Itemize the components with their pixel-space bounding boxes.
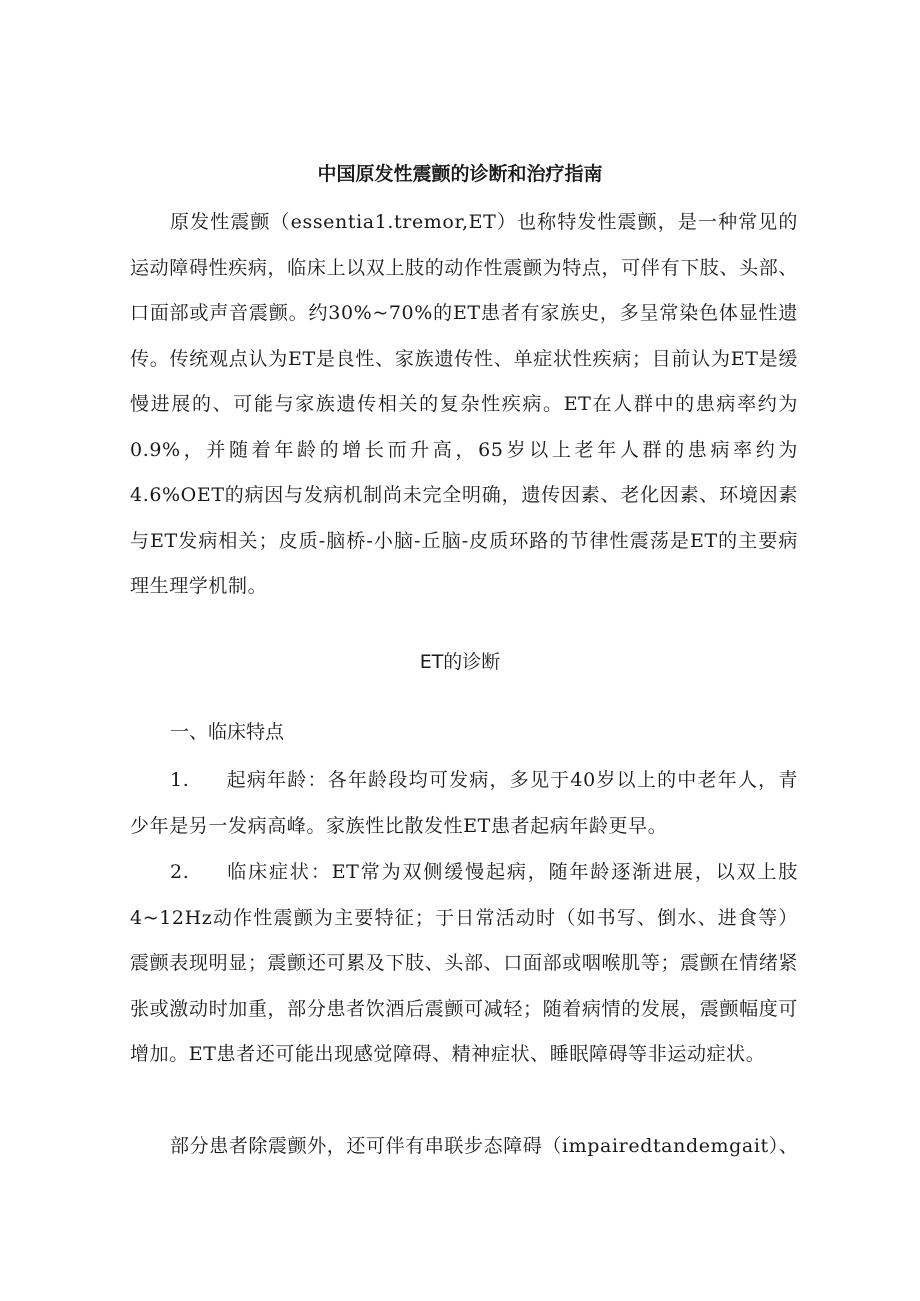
list-item-number: 2. [170, 861, 190, 883]
document-title: 中国原发性震颤的诊断和治疗指南 [317, 163, 603, 185]
list-item-onset-age [130, 758, 798, 849]
list-item-number: 1. [170, 769, 190, 791]
list-item-symptoms [130, 850, 798, 1078]
section-heading-diagnosis: ET的诊断 [419, 651, 501, 673]
sub-heading-clinical-features: 一、临床特点 [170, 721, 285, 743]
list-item-text: 临床症状：ET常为双侧缓慢起病，随年龄逐渐进展，以双上肢4~12Hz动作性震颤为主要特征；于日常活动时（如书写、倒水、进食等）震颤表现明显；震颤还可累及下肢、头部、口面部或咽喉肌等；震颤在情绪紧张或激动时加重，部分患者饮酒后震颤可减轻；随着病情的发展，震颤幅度可增加。ET患者还可能出现感觉障碍、精神症状、睡眠障碍等非运动症状。 [130, 861, 798, 1065]
intro-paragraph: 原发性震颤（essentia1.tremor,ET）也称特发性震颤，是一种常见的运动障碍性疾病，临床上以双上肢的动作性震颤为特点，可伴有下肢、头部、口面部或声音震颤。约30%~70%的ET患者有家族史，多呈常染色体显性遗传。传统观点认为ET是良性、家族遗传性、单症状性疾病；目前认为ET是缓慢进展的、可能与家族遗传相关的复杂性疾病。ET在人群中的患病率约为0.9%，并随着年龄的增长而升高，65岁以上老年人群的患病率约为4.6%OET的病因与发病机制尚未完全明确，遗传因素、老化因素、环境因素与ET发病相关；皮质-脑桥-小脑-丘脑-皮质环路的节律性震荡是ET的主要病理生理学机制。 [130, 211, 798, 597]
list-item-text: 起病年龄：各年龄段均可发病，多见于40岁以上的中老年人，青少年是另一发病高峰。家族性比散发性ET患者起病年龄更早。 [130, 769, 798, 837]
last-paragraph: 部分患者除震颤外，还可伴有串联步态障碍（impairedtandemgait）、 [170, 1135, 799, 1157]
